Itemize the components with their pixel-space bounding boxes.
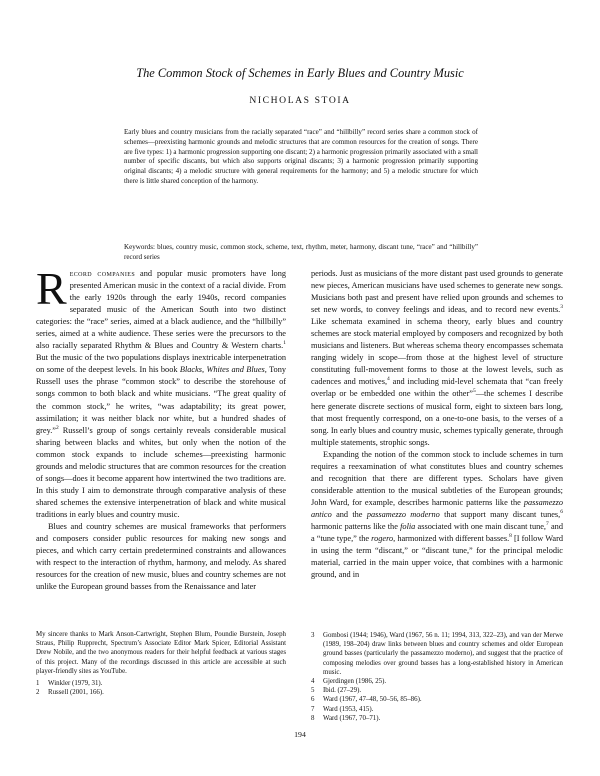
text-run: [I follow Ward in using the term “discant,” or “discant tune,” for the principal melodic material, carried in the main upper voice, that combines with a harmonic ground, and in: [311, 534, 563, 580]
footnote-number: 3: [311, 632, 315, 639]
footnote-number: 2: [36, 689, 40, 697]
footnote-item: [311, 677, 563, 686]
body-column-left: [36, 263, 287, 593]
lead-small-caps: ecord companies: [69, 269, 136, 278]
text-run: associated with one main discant tune,: [415, 521, 547, 531]
footnotes-left: [36, 630, 286, 697]
footnote-ref: 3: [560, 304, 563, 311]
text-run: and popular music promoters have long presented American music in the context of a racial divide. From the early 1920s through the early 1940s, record companies separated music of the American South into two distinct categories: the “race” series, aimed at a black audience, and the “hillbilly” series, aimed at a white audience. These series were the precursors to the also racially separated Rhythm & Blues and Country & Western charts.: [36, 269, 286, 351]
footnote-ref: 6: [560, 509, 563, 516]
paragraph: Blues and country schemes are musical frameworks that performers and composers consider public resources for making new songs and pieces, and which carry certain predetermined constraints and allowances with respect to the interaction of rhythm, harmony, and melody. As shared resources for the creation of new music, blues and country schemes are not unlike the European ground basses from the Renaissance and later: [36, 521, 286, 592]
author-name: NICHOLAS STOIA: [249, 95, 351, 106]
article-title: The Common Stock of Schemes in Early Blues and Country Music: [136, 66, 464, 80]
text-run: periods. Just as musicians of the more distant past used grounds to generate new pieces, American musicians have used schemes to generate new songs. Musicians both past and present have relied upon grounds and schemes to set new words, to convey feelings and ideas, and to record new events.: [311, 269, 563, 315]
footnote-text: Ward (1953, 415).: [323, 705, 374, 713]
footnote-number: 5: [311, 687, 315, 695]
italic-term: passamezzo moderno: [366, 509, 440, 519]
italic-term: folia: [400, 521, 416, 531]
footnote-number: 8: [311, 714, 315, 722]
footnote-text: Russell (2001, 166).: [48, 689, 104, 697]
text-run: and a “tune type,” the: [311, 521, 563, 544]
paragraph: [36, 263, 287, 521]
text-run: , Tony Russell uses the phrase “common stock” to describe the storehouse of songs common to both black and white musicians. “The great quality of the common stock,” he writes, “was adaptability; its great power, assimilation; it was neither black nor white, but a hundred shades of grey.”: [36, 365, 287, 435]
italic-term: passamezzo antico: [311, 497, 563, 519]
footnote-item: [36, 688, 286, 697]
footnote-item: [311, 714, 563, 723]
text-run: Expanding the notion of the common stock to include schemes in turn requires a reexamination of what constitutes blues and country schemes and recognition that there are different types. Scholars have given considerable attention to the musical subtleties of the European grounds; John Ward, for example, describes harmonic patterns like the: [311, 449, 563, 507]
footnotes-right: [311, 631, 563, 723]
footnote-number: 4: [311, 678, 315, 686]
footnote-number: 7: [311, 705, 315, 713]
footnote-item: [36, 630, 286, 676]
text-run: Like schemata examined in schema theory, early blues and country schemes are stock material employed by composers and recognized by both musicians and listeners. But whereas schema theory encompasses schemata ranging widely in scope—from those at the highest level of structure constituting full-movement forms to those at the lowest levels, such as cadences and motives,: [311, 317, 563, 387]
footnote-item: [311, 631, 563, 677]
paragraph: [311, 268, 563, 449]
text-run: that support many discant tunes,: [439, 509, 561, 519]
footnote-text: Winkler (1979, 31).: [48, 680, 103, 688]
footnote-ref: 2: [55, 424, 59, 431]
text-run: Russell’s group of songs certainly reveals considerable musical sharing between blacks and whites, but only when the notion of the common stock expands to include schemes—preexisting harmonic grounds and melodic structures that are common resources for the creation of songs—does it become apparent how intertwined the two traditions are. In this study I aim to demonstrate through comparative analysis of these shared schemes the extensive interpenetration of black and white musical traditions in early blues and country music.: [36, 425, 286, 519]
footnote-text: Ward (1967, 70–71).: [323, 714, 381, 722]
text-run: and the: [331, 509, 367, 519]
page-number: 194: [294, 730, 306, 739]
footnote-number: 6: [311, 696, 315, 704]
paragraph: [311, 449, 563, 582]
text-run: harmonic patterns like the: [311, 521, 401, 531]
footnote-item: [311, 705, 563, 714]
drop-cap: R: [36, 263, 67, 314]
footnote-text: Ibid. (27–29).: [323, 687, 362, 695]
book-title: Blacks, Whites and Blues: [179, 365, 265, 375]
footnote-text: Ward (1967, 47–48, 50–56, 85–86).: [323, 696, 422, 704]
text-run: and including mid-level schemata that “can freely overlap or be embedded one within the other”: [311, 377, 563, 399]
footnote-ref: 1: [283, 340, 286, 347]
footnote-item: [36, 679, 286, 688]
footnote-item: [311, 695, 563, 704]
italic-term: rogero: [371, 534, 394, 544]
text-run: But the music of the two populations displays inextricable interpenetration on some of the deepest levels. In his book: [36, 353, 286, 375]
footnote-ref: 7: [546, 521, 549, 528]
abstract: Early blues and country musicians from the racially separated “race” and “hillbilly” record series share a common stock of schemes—preexisting harmonic grounds and melodic structures that are common resources for the creation of songs. There are five types: 1) a harmonic progression supporting one discant; 2) a harmonic progression primarily associated with a small number of specific discants, but which also supports original discants; 3) a harmonic progression primarily supporting original discants; 4) a melodic structure with general requirements for the harmony; and 5) a melodic structure for which there is little shared conception of the harmony.: [124, 128, 478, 185]
text-run: , harmonized with different basses.: [393, 534, 510, 544]
text-run: —the schemes I describe here generate discrete sections of musical form, eight to sixteen bars long, that most frequently correspond, on a one-to-one basis, to the verses of a song. In early blues and country music, schemes typically generate, through multiple statements, strophic songs.: [311, 389, 563, 447]
footnote-item: [311, 686, 563, 695]
footnote-text: Gombosi (1944; 1946), Ward (1967, 56 n. 11; 1994, 313, 322–23), and van der Merwe (1989, 198–204) draw links between blues and country schemes and older European ground basses (particularly the passamezzo moderno), and suggest that the practice of composing melodies over ground basses has a long-established history in American music.: [323, 632, 563, 676]
footnote-text: My sincere thanks to Mark Anson-Cartwright, Stephen Blum, Poundie Burstein, Joseph Straus, Philip Rupprecht, Spectrum’s Associate Editor Mark Spicer, Editorial Assistant Drew Nobile, and the two anonymous readers for their helpful feedback at various stages of this project. Many of the recordings discussed in this article are accessible at such player-friendly sites as YouTube.: [36, 631, 286, 675]
footnote-ref: 8: [509, 533, 512, 540]
footnote-ref: 4: [387, 376, 390, 383]
footnote-ref: 5: [472, 388, 476, 395]
footnote-text: Gjerdingen (1986, 25).: [323, 678, 387, 686]
body-column-right: [311, 268, 563, 581]
keywords: Keywords: blues, country music, common stock, scheme, text, rhythm, meter, harmony, discant tune, “race” and “hillbilly” record series: [124, 243, 478, 261]
footnote-number: 1: [36, 680, 40, 688]
